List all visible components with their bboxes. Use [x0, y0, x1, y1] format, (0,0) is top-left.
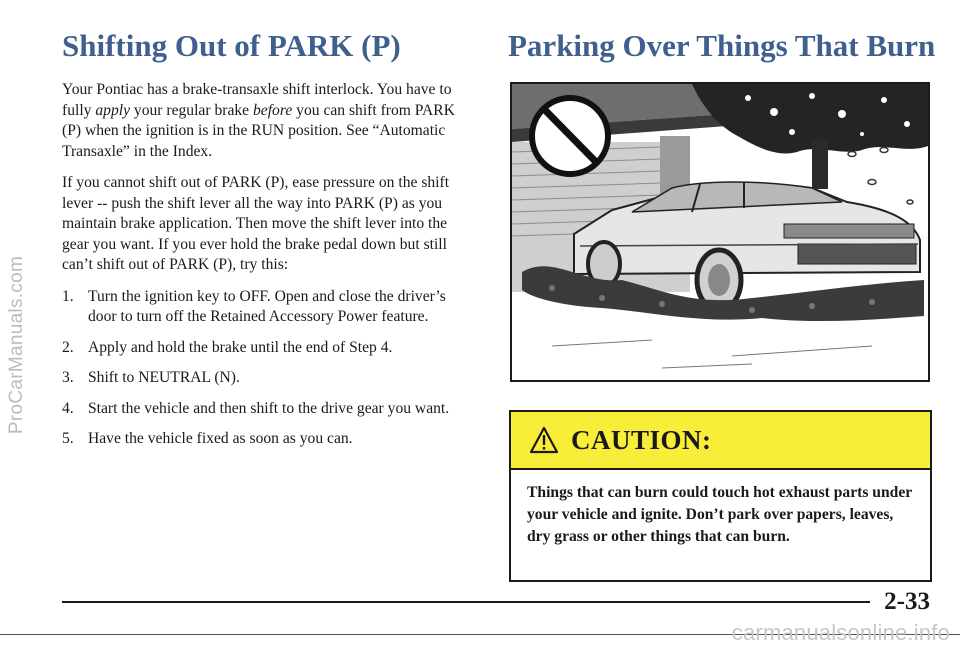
paragraph-cannot-shift: If you cannot shift out of PARK (P), ease pressure on the shift lever -- push the shift lever all the way into PARK (P) as you maintain brake application. Then move the shift lever into the gear you want. If you ever hold the brake pedal down but still can’t shift out of PARK (P), try this:	[62, 174, 450, 273]
caution-title: CAUTION:	[571, 424, 712, 455]
step-number: 5.	[62, 430, 74, 447]
emphasis-text: apply	[95, 101, 131, 119]
step-text: Shift to NEUTRAL (N).	[88, 369, 240, 386]
parking-illustration	[510, 82, 930, 382]
page-number: 2-33	[884, 588, 930, 615]
warning-triangle-icon	[529, 426, 559, 454]
caution-text: Things that can burn could touch hot exhaust parts under your vehicle and ignite. Don’t park over papers, leaves, dry grass or other things that can burn.	[527, 484, 912, 545]
section-title-shifting: Shifting Out of PARK (P)	[62, 28, 401, 63]
side-watermark-text: ProCarManuals.com	[6, 255, 27, 435]
caution-header	[511, 412, 930, 470]
paragraph-run: you can shift from PARK (P) when the ignition is in the RUN position. See “Automatic Transaxle” in the Index.	[62, 101, 455, 160]
paragraph-interlock	[62, 80, 462, 162]
step-text: Have the vehicle fixed as soon as you can.	[88, 430, 353, 447]
footer-watermark: carmanualsonline.info	[731, 620, 950, 645]
step-number: 4.	[62, 399, 74, 417]
step-item	[62, 287, 462, 328]
step-number: 1.	[62, 287, 74, 305]
emphasis-text: before	[252, 101, 293, 119]
step-text: Apply and hold the brake until the end of Step 4.	[88, 338, 393, 356]
paragraph-run: Your Pontiac has a brake-transaxle shift interlock. You have to fully	[62, 81, 452, 119]
step-text: Turn the ignition key to OFF. Open and close the driver’s door to turn off the Retained Accessory Power feature.	[88, 287, 446, 325]
section-title-parking: Parking Over Things That Burn	[508, 28, 936, 63]
step-item	[62, 338, 462, 359]
footer-rule	[62, 601, 870, 603]
step-item	[62, 399, 462, 420]
step-number: 2.	[62, 338, 74, 356]
side-watermark	[2, 120, 32, 570]
right-column	[508, 28, 936, 64]
step-number: 3.	[62, 369, 74, 386]
step-item	[62, 429, 462, 450]
left-column	[62, 28, 462, 460]
step-text: Start the vehicle and then shift to the drive gear you want.	[88, 399, 450, 417]
car-over-leaves-illustration	[512, 84, 928, 380]
caution-box	[509, 410, 932, 582]
steps-list	[62, 287, 462, 450]
paragraph-run: your regular brake	[130, 101, 253, 119]
step-item	[62, 368, 462, 389]
